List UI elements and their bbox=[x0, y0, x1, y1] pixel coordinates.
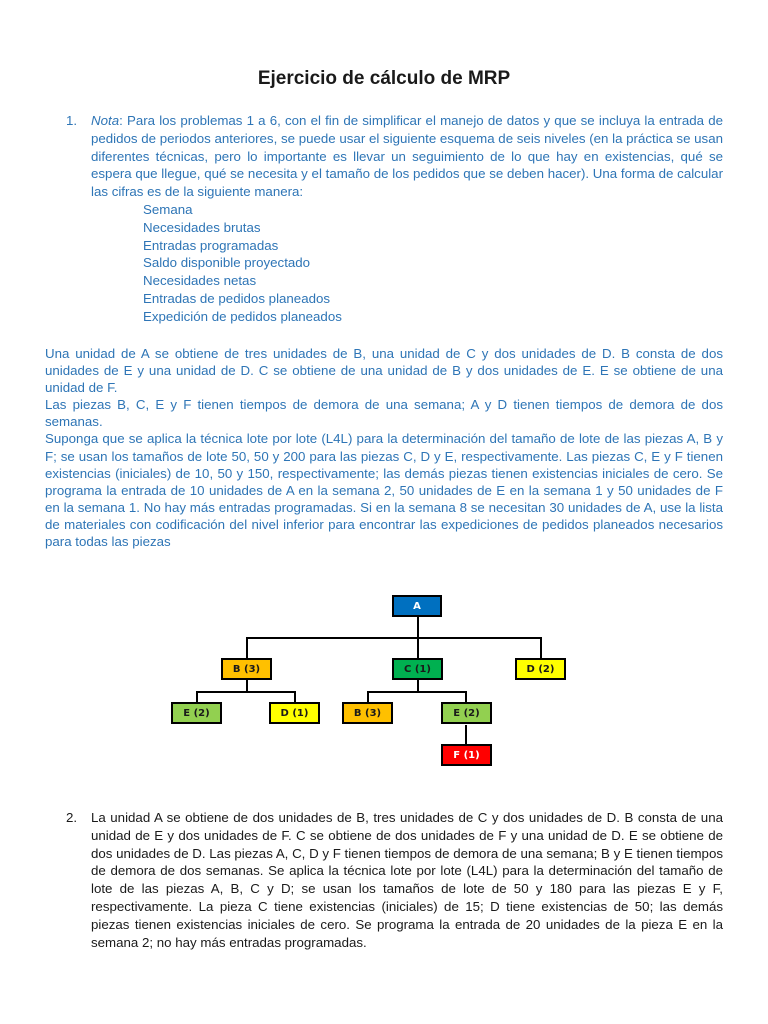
node-c bbox=[392, 658, 443, 680]
node-d bbox=[515, 658, 566, 680]
connector bbox=[417, 617, 419, 638]
mrp-step: Necesidades brutas bbox=[143, 219, 261, 235]
problem-1-body bbox=[91, 112, 723, 326]
problem-2-number: 2. bbox=[66, 810, 78, 825]
node-b-under-c bbox=[342, 702, 393, 724]
connector bbox=[417, 637, 419, 658]
mrp-step: Necesidades netas bbox=[143, 273, 257, 289]
node-f bbox=[441, 744, 492, 766]
node-d-under-b bbox=[269, 702, 320, 724]
node-e-under-b bbox=[171, 702, 222, 724]
connector bbox=[540, 637, 542, 658]
problem-2 bbox=[66, 809, 723, 951]
mrp-steps-list bbox=[143, 201, 723, 326]
node-a bbox=[392, 595, 442, 617]
product-structure-tree bbox=[0, 585, 768, 775]
mrp-step: Expedición de pedidos planeados bbox=[143, 308, 342, 324]
problem-paragraph bbox=[45, 345, 723, 550]
node-b3-label: B (3) bbox=[353, 707, 382, 719]
node-f-label: F (1) bbox=[453, 749, 480, 761]
connector bbox=[196, 691, 296, 693]
node-a-label: A bbox=[413, 600, 421, 612]
mrp-step: Entradas programadas bbox=[143, 237, 279, 253]
node-d1-label: D (1) bbox=[280, 707, 309, 719]
mrp-step: Entradas de pedidos planeados bbox=[143, 290, 331, 306]
connector bbox=[465, 725, 467, 744]
node-e-under-c bbox=[441, 702, 492, 724]
connector bbox=[367, 691, 467, 693]
problem-2-body: La unidad A se obtiene de dos unidades de B, tres unidades de C y dos unidades de D. B consta de una unidad de E y dos unidades de F. C se obtiene de dos unidades de F y una unidad de D. E se obtiene de dos unidades de D. Las piezas A, C, D y F tienen tiempos de demora de una semana; B y E tienen tiempos de demora de dos semanas. Se aplica la técnica lote por lote (L4L) para la determinación del tamaño de lote de las piezas A, B, C y D; se usan los tamaños de lote de 50 y 180 para las piezas E y F, respectivamente. La pieza C tiene existencias (iniciales) de 15; D tiene existencias de 50; las demás piezas tienen existencias iniciales de cero. Se programa la entrada de 20 unidades de la pieza E en la semana 2; no hay más entradas programadas. bbox=[91, 810, 723, 950]
paragraph-3: Suponga que se aplica la técnica lote por lote (L4L) para la determinación del tamaño de lote de las piezas A, B y F; se usan los tamaños de lote 50, 50 y 200 para las piezas C, D y E, respectivamente. Las piezas C, E y F tienen existencias (iniciales) de 10, 50 y 150, respectivamente; las demás piezas tienen existencias iniciales de cero. Se programa la entrada de 10 unidades de A en la semana 2, 50 unidades de E en la semana 1 y 50 unidades de F en la semana 1. No hay más entradas programadas. Si en la semana 8 se necesitan 30 unidades de A, use la lista de materiales con codificación del nivel inferior para encontrar las expediciones de pedidos planeados necesarios para todas las piezas bbox=[45, 431, 723, 550]
note-label: Nota bbox=[91, 113, 120, 128]
paragraph-2: Las piezas B, C, E y F tienen tiempos de demora de una semana; A y D tienen tiempos de demora de dos semanas. bbox=[45, 397, 723, 430]
note-text: : Para los problemas 1 a 6, con el fin de simplificar el manejo de datos y que se incluya la entrada de pedidos de periodos anteriores, se puede usar el siguiente esquema de seis niveles (en la práctica se usan diferentes técnicas, pero lo importante es llevar un seguimiento de lo que hay en existencias, qué se espera que llegue, qué se necesita y el tamaño de los pedidos que se deben hacer). Una forma de calcular las cifras es de la siguiente manera: bbox=[91, 113, 723, 200]
problem-1 bbox=[66, 112, 723, 326]
mrp-step: Saldo disponible proyectado bbox=[143, 255, 311, 271]
paragraph-1: Una unidad de A se obtiene de tres unidades de B, una unidad de C y dos unidades de D. B consta de dos unidades de E y una unidad de D. C se obtiene de una unidad de B y dos unidades de E. E se obtiene de una unidad de F. bbox=[45, 346, 723, 396]
node-e1-label: E (2) bbox=[183, 707, 210, 719]
connector bbox=[246, 637, 248, 658]
connector bbox=[246, 637, 542, 639]
document-title: Ejercicio de cálculo de MRP bbox=[257, 68, 511, 89]
node-c-label: C (1) bbox=[404, 663, 431, 675]
mrp-step: Semana bbox=[143, 201, 193, 217]
node-d-label: D (2) bbox=[526, 663, 555, 675]
node-e2-label: E (2) bbox=[453, 707, 480, 719]
problem-1-number: 1. bbox=[66, 113, 78, 128]
node-b-label: B (3) bbox=[232, 663, 261, 675]
node-b bbox=[221, 658, 272, 680]
